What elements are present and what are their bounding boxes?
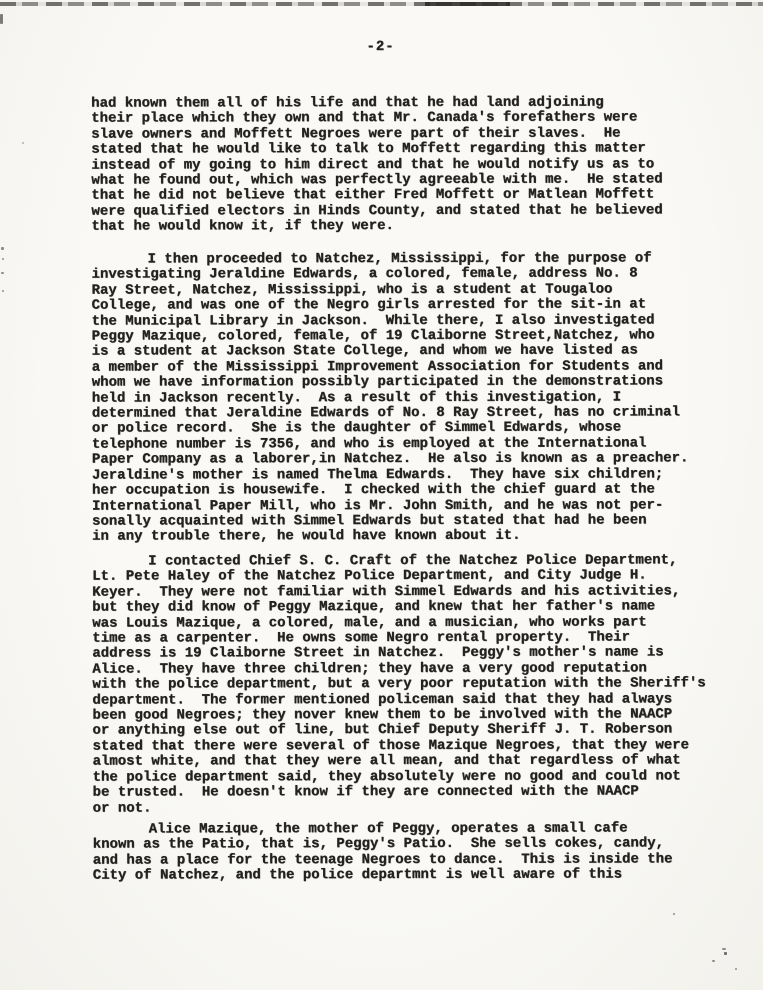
- scan-speck: [712, 960, 715, 962]
- scan-speck: [1, 247, 4, 250]
- scan-speck: [0, 14, 3, 24]
- scan-speck: [1, 272, 4, 274]
- scan-speck: [2, 258, 4, 260]
- scan-speck: [673, 913, 675, 915]
- scan-speck: [722, 948, 726, 950]
- scan-speck: [724, 952, 727, 955]
- scan-speck: [735, 968, 737, 970]
- paragraph-police-contacts: I contacted Chief S. C. Craft of the Natchez Police Department, Lt. Pete Haley of the Natchez Police Department, and City Judge H. Keyer. They were not familiar with Simmel Edwards and his activities, but they did know of Peggy Mazique, and knew that her father's name was Louis Mazique, a colored, male, and a musician, who works part time as a carpenter. He owns some Negro rental property. Their address is 19 Claiborne Street in Natchez. Peggy's mother's name is Alice. They have three children; they have a very good reputation with the police department, but a very poor reputation with the Sheriff's department. The former mentioned policeman said that they had always been good Negroes; they nover knew them to be involved with the NAACP or anything else out of line, but Chief Deputy Sheriff J. T. Roberson stated that there were several of those Mazique Negroes, that they were almost white, and that they were all mean, and that regardless of what the police department said, they absolutely were no good and could not be trusted. He doesn't know if they are connected with the NAACP or not.: [92, 552, 706, 817]
- scan-speck: [2, 290, 4, 292]
- page-number: -2-: [366, 38, 395, 56]
- scan-speck: [22, 142, 24, 144]
- paragraph-moffett-continuation: had known them all of his life and that he had land adjoining their place which they own and that Mr. Canada's forefathers were slave owners and Moffett Negroes were part of their slaves. He stated that he would like to talk to Moffett regarding this matter instead of my going to him direct and that he would notify us as to what he found out, which was perfectly agreeable with me. He stated that he did not believe that either Fred Moffett or Matlean Moffett were qualified electors in Hinds County, and stated that he believed that he would know it, if they were.: [91, 94, 663, 235]
- paragraph-alice-mazique-cafe: Alice Mazique, the mother of Peggy, operates a small cafe known as the Patio, that is, Peggy's Patio. She sells cokes, candy, and has a place for the teenage Negroes to dance. This is inside the City of Natchez, and the police departmnt is well aware of this: [92, 820, 673, 884]
- paragraph-natchez-investigation: I then proceeded to Natchez, Mississippi, for the purpose of investigating Jeraldine Edwards, a colored, female, address No. 8 Ray Street, Natchez, Mississippi, who is a student at Tougaloo College, and was one of the Negro girls arrested for the sit-in at the Municipal Library in Jackson. While there, I also investigated Peggy Mazique, colored, female, of 19 Claiborne Street,Natchez, who is a student at Jackson State College, and whom we have listed as a member of the Mississippi Improvement Association for Students and whom we have information possibly participated in the demonstrations held in Jackson recently. As a result of this investigation, I determined that Jeraldine Edwards of No. 8 Ray Street, has no criminal or police record. She is the daughter of Simmel Edwards, whose telephone number is 7356, and who is employed at the International Paper Company as a laborer,in Natchez. He also is known as a preacher. Jeraldine's mother is named Thelma Edwards. They have six children; her occupation is housewife. I checked with the chief guard at the International Paper Mill, who is Mr. John Smith, and he was not per- sonally acquainted with Simmel Edwards but stated that had he been in any trouble there, he would have known about it.: [91, 250, 689, 545]
